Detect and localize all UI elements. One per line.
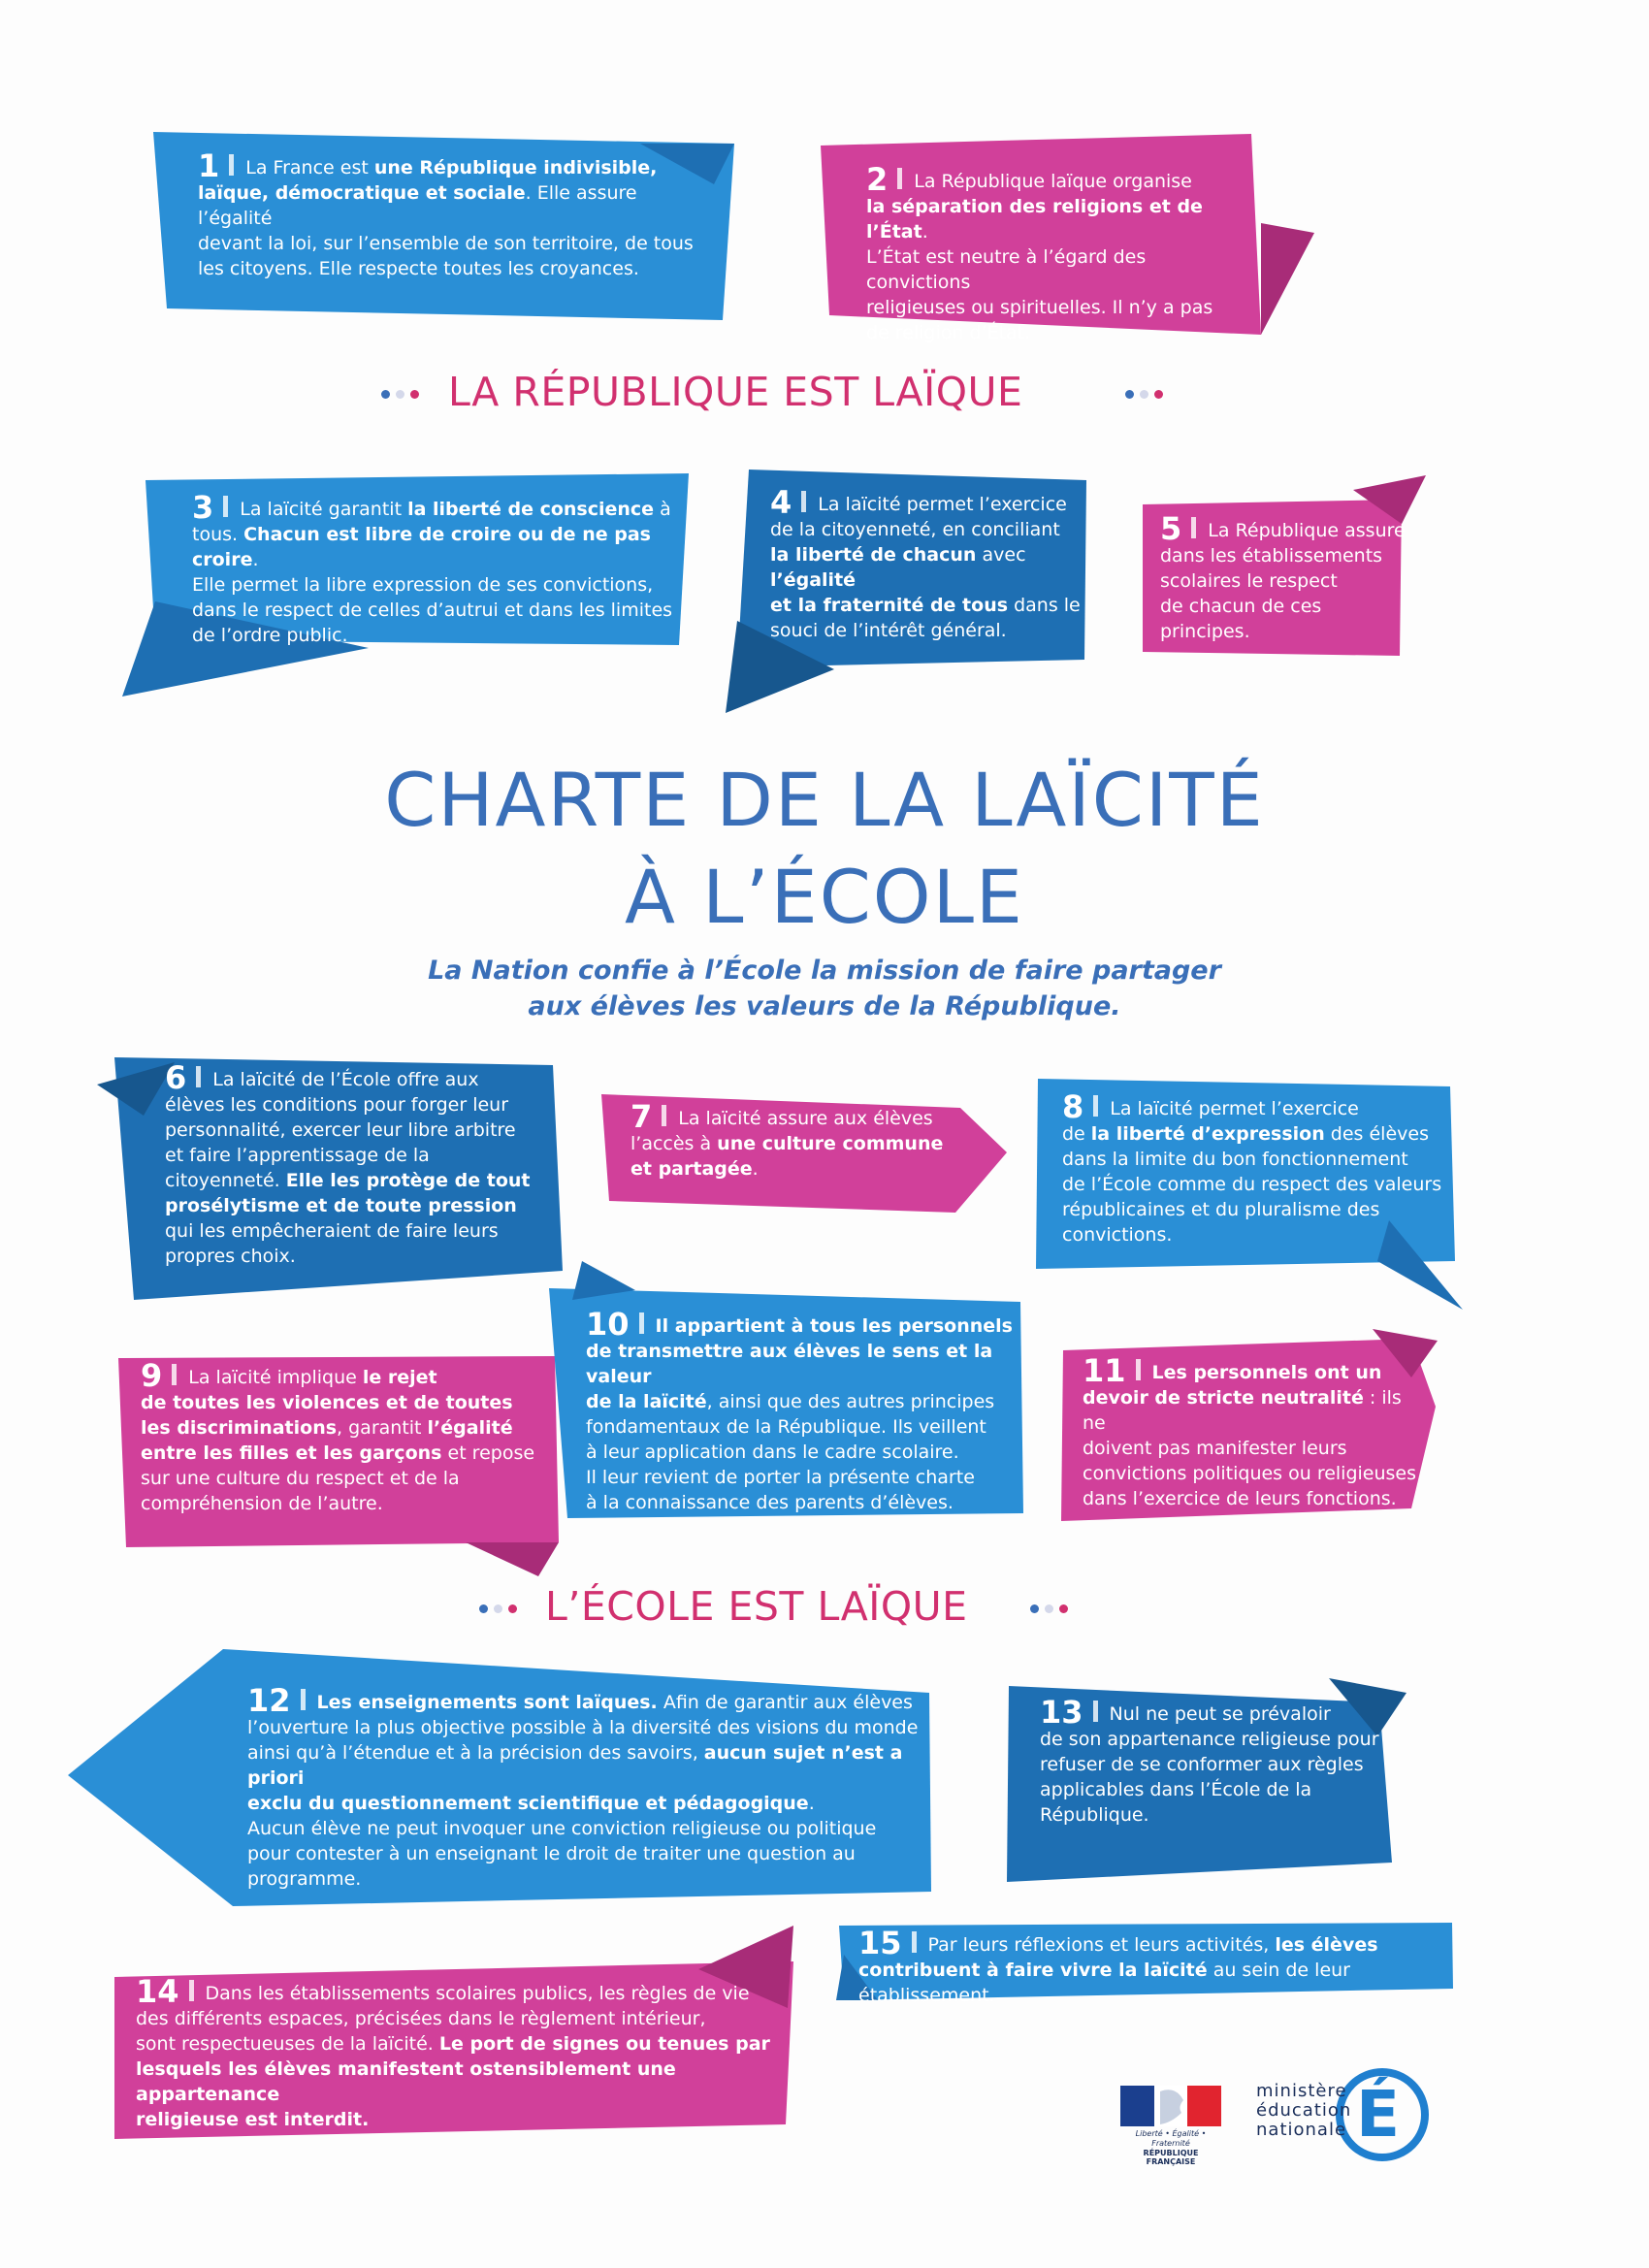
emphasis-text: prosélytisme et de toute pression (165, 1195, 517, 1216)
body-text: dans le (1008, 595, 1081, 616)
body-text: tous. (192, 524, 244, 545)
ribbon-9-fold (466, 1542, 559, 1576)
article-line (866, 244, 1254, 295)
article-line (247, 1715, 926, 1740)
body-text: pour contester à un enseignant le droit de traiter une question au (247, 1843, 856, 1864)
article-6 (165, 1059, 548, 1269)
emphasis-text: la liberté de conscience (407, 499, 655, 520)
section-dots-right (1125, 390, 1163, 399)
body-text: devant la loi, sur l’ensemble de son territoire, de tous (198, 233, 694, 254)
article-line (586, 1414, 1022, 1440)
emphasis-text: religieuse est interdit. (136, 2109, 370, 2130)
men-line1: ministère (1256, 2081, 1347, 2101)
article-line (141, 1357, 553, 1394)
body-text: les citoyens. Elle respecte toutes les croyances. (198, 258, 639, 279)
emphasis-text: l’égalité (427, 1417, 513, 1439)
article-line (1160, 594, 1407, 644)
article-line (630, 1098, 970, 1135)
body-text: , garantit (337, 1417, 428, 1439)
article-line (165, 1168, 548, 1193)
emphasis-text: Chacun est libre de croire ou de ne pas croire (192, 524, 651, 570)
article-9 (141, 1357, 553, 1516)
article-line (192, 598, 677, 623)
article-line (1083, 1486, 1417, 1511)
article-11 (1083, 1352, 1417, 1511)
body-text: République. (1040, 1804, 1149, 1826)
article-line (1040, 1752, 1379, 1777)
article-line (586, 1465, 1022, 1490)
article-13 (1040, 1694, 1379, 1828)
main-title-line1: CHARTE DE LA LAÏCITÉ (384, 757, 1265, 843)
article-number: 13 (1040, 1694, 1083, 1731)
body-text: La laïcité de l’École offre aux (212, 1069, 479, 1090)
emphasis-text: les élèves (1275, 1934, 1378, 1956)
article-line (858, 1925, 1450, 1961)
article-line (1160, 510, 1407, 547)
section-title-ecole: L’ÉCOLE EST LAÏQUE (545, 1583, 968, 1630)
article-line (1062, 1121, 1450, 1147)
article-line (630, 1131, 970, 1156)
article-line (1062, 1147, 1450, 1172)
number-separator (196, 1066, 201, 1087)
article-line (770, 542, 1081, 593)
article-line (1040, 1727, 1379, 1752)
body-text: . (808, 1793, 815, 1814)
article-line (136, 2006, 786, 2031)
article-line (198, 180, 702, 231)
article-number: 1 (198, 147, 220, 184)
body-text: scolaires le respect (1160, 570, 1338, 592)
article-number: 3 (192, 489, 214, 526)
subtitle-line2: aux élèves les valeurs de la République. (528, 991, 1121, 1021)
article-line (247, 1682, 926, 1719)
body-text: La France est (245, 157, 374, 178)
article-line (1062, 1197, 1450, 1222)
section-dots-left-2 (479, 1604, 517, 1613)
article-line (247, 1816, 926, 1841)
article-line (192, 572, 677, 598)
body-text: souci de l’intérêt général. (770, 620, 1007, 641)
article-15 (858, 1925, 1450, 2008)
article-line (586, 1389, 1022, 1414)
article-line (136, 2107, 786, 2132)
number-separator (662, 1105, 666, 1126)
body-text: propres choix. (165, 1246, 296, 1267)
article-7 (630, 1098, 970, 1182)
body-text: Aucun élève ne peut invoquer une conviction religieuse ou politique (247, 1818, 877, 1839)
emphasis-text: devoir de stricte neutralité (1083, 1387, 1364, 1409)
article-line (165, 1218, 548, 1244)
body-text: . (752, 1158, 759, 1180)
emphasis-text: exclu du questionnement scientifique et pédagogique (247, 1793, 809, 1814)
body-text: Il leur revient de porter la présente charte (586, 1467, 975, 1488)
body-text: Elle permet la libre expression de ses convictions, (192, 574, 654, 596)
emphasis-text: aucun sujet n’est a priori (247, 1742, 903, 1789)
emphasis-text: la liberté de chacun (770, 544, 977, 566)
article-line (136, 2057, 786, 2107)
article-4 (770, 484, 1081, 643)
body-text: . (252, 549, 259, 570)
rf-motto: Liberté • Égalité • Fraternité (1135, 2129, 1207, 2148)
body-text: L’État est neutre à l’égard des convictions (866, 246, 1147, 293)
body-text: Dans les établissements scolaires publics, les règles de vie (205, 1983, 750, 2004)
emphasis-text: et la fraternité de tous (770, 595, 1009, 616)
article-3 (192, 489, 677, 648)
emphasis-text: laïque, démocratique et sociale (198, 182, 526, 204)
article-8 (1062, 1088, 1450, 1247)
body-text: citoyenneté. (165, 1170, 286, 1191)
article-line (1083, 1436, 1417, 1461)
number-separator (301, 1689, 306, 1710)
body-text: La République laïque organise (914, 171, 1192, 192)
body-text: de chacun de ces principes. (1160, 596, 1322, 642)
article-12 (247, 1682, 926, 1892)
article-number: 2 (866, 161, 889, 198)
article-line (247, 1740, 926, 1791)
emphasis-text: entre les filles et les garçons (141, 1442, 442, 1464)
article-line (165, 1059, 548, 1096)
ministere-text (1256, 2082, 1351, 2140)
article-line (866, 295, 1254, 320)
article-line (1040, 1694, 1379, 1731)
article-line (198, 256, 702, 281)
article-number: 14 (136, 1973, 179, 2010)
article-line (1083, 1385, 1417, 1436)
article-line (1160, 568, 1407, 594)
body-text: La laïcité implique (188, 1367, 363, 1388)
emphasis-text: de transmettre aux élèves le sens et la valeur (586, 1341, 993, 1387)
body-text: l’ouverture la plus objective possible à la diversité des visions du monde (247, 1717, 919, 1738)
men-line3: nationale (1256, 2120, 1347, 2140)
body-text: à leur application dans le cadre scolaire. (586, 1442, 959, 1463)
article-line (630, 1156, 970, 1182)
article-line (1040, 1777, 1379, 1802)
article-line (586, 1490, 1022, 1515)
article-line (866, 161, 1254, 198)
article-line (1062, 1088, 1450, 1125)
article-line (192, 489, 677, 526)
section-dots-right-2 (1030, 1604, 1068, 1613)
body-text: La laïcité permet l’exercice (818, 494, 1067, 515)
article-line (247, 1791, 926, 1816)
body-text: de (1062, 1123, 1091, 1145)
body-text: : ils ne (1083, 1387, 1402, 1434)
article-line (1040, 1802, 1379, 1828)
article-line (586, 1440, 1022, 1465)
ribbon-2-fold (1261, 223, 1314, 335)
emphasis-text: une République indivisible, (373, 157, 658, 178)
body-text: fondamentaux de la République. Ils veillent (586, 1416, 986, 1438)
article-line (136, 1973, 786, 2010)
body-text: La laïcité garantit (240, 499, 408, 520)
body-text: applicables dans l’École de la (1040, 1779, 1312, 1800)
body-text: de l’École comme du respect des valeurs (1062, 1174, 1442, 1195)
body-text: des différents espaces, précisées dans le règlement intérieur, (136, 2008, 706, 2029)
article-line (136, 2031, 786, 2057)
body-text: convictions politiques ou religieuses (1083, 1463, 1417, 1484)
body-text: et faire l’apprentissage de la (165, 1145, 430, 1166)
men-line2: éducation (1256, 2100, 1352, 2121)
body-text: de la citoyenneté, en conciliant (770, 519, 1060, 540)
article-line (586, 1306, 1022, 1343)
body-text: Afin de garantir aux élèves (657, 1692, 913, 1713)
body-text: dans les établissements (1160, 545, 1383, 567)
body-text: républicaines et du pluralisme des (1062, 1199, 1380, 1220)
body-text: personnalité, exercer leur libre arbitre (165, 1119, 516, 1141)
body-text: Nul ne peut se prévaloir (1109, 1703, 1331, 1725)
article-line (165, 1092, 548, 1118)
article-line (165, 1118, 548, 1143)
body-text: dans l’exercice de leurs fonctions. (1083, 1488, 1397, 1509)
body-text: religieuses ou spirituelles. Il n’y a pas (866, 297, 1213, 318)
article-line (198, 231, 702, 256)
body-text: refuser de se conformer aux règles (1040, 1754, 1364, 1775)
article-line (858, 1958, 1450, 2008)
body-text: et repose (441, 1442, 535, 1464)
number-separator (1136, 1359, 1141, 1380)
body-text: dans le respect de celles d’autrui et dans les limites (192, 599, 673, 621)
emphasis-text: les discriminations (141, 1417, 338, 1439)
emphasis-text: de la laïcité (586, 1391, 707, 1412)
body-text: Par leurs réflexions et leurs activités, (927, 1934, 1276, 1956)
body-text: La laïcité assure aux élèves (678, 1108, 933, 1129)
number-separator (1093, 1095, 1098, 1117)
number-separator (801, 491, 806, 512)
body-text: compréhension de l’autre. (141, 1493, 383, 1514)
number-separator (897, 168, 902, 189)
section-title-republique: LA RÉPUBLIQUE EST LAÏQUE (448, 369, 1023, 415)
body-text: . Elle assure l’égalité (198, 182, 637, 229)
emphasis-text: Les personnels ont un (1151, 1362, 1382, 1383)
republique-francaise-logo (1117, 2129, 1224, 2166)
article-number: 15 (858, 1925, 902, 1961)
article-number: 9 (141, 1357, 163, 1394)
emphasis-text: Les enseignements sont laïques. (316, 1692, 658, 1713)
rf-name: RÉPUBLIQUE FRANÇAISE (1143, 2149, 1199, 2166)
article-line (1062, 1222, 1450, 1247)
section-dots-left (381, 390, 419, 399)
article-line (770, 517, 1081, 542)
emphasis-text: la liberté d’expression (1090, 1123, 1325, 1145)
article-line (141, 1415, 553, 1441)
article-number: 7 (630, 1098, 653, 1135)
emphasis-text: Il appartient à tous les personnels (655, 1315, 1013, 1337)
number-separator (1093, 1701, 1098, 1722)
main-title-line2: À L’ÉCOLE (625, 854, 1024, 940)
body-text: de son appartenance religieuse pour (1040, 1729, 1379, 1750)
article-line (141, 1466, 553, 1491)
article-line (165, 1244, 548, 1269)
article-line (1083, 1461, 1417, 1486)
article-1 (198, 147, 702, 281)
body-text: ainsi qu’à l’étendue et à la précision des savoirs, (247, 1742, 704, 1764)
number-separator (223, 496, 228, 517)
body-text: avec (976, 544, 1026, 566)
article-5 (1160, 510, 1407, 644)
body-text: des élèves (1324, 1123, 1429, 1145)
body-text: au sein de leur établissement. (858, 1960, 1350, 2006)
ministere-e-letter: É (1356, 2077, 1401, 2152)
number-separator (639, 1312, 644, 1334)
body-text: de religion d’État. (866, 322, 1031, 343)
subtitle-line1: La Nation confie à l’École la mission de faire partager (428, 956, 1221, 986)
number-separator (912, 1931, 917, 1953)
emphasis-text: une culture commune (717, 1133, 944, 1154)
body-text: à la connaissance des parents d’élèves. (586, 1492, 954, 1513)
article-number: 8 (1062, 1088, 1084, 1125)
article-line (165, 1143, 548, 1168)
body-text: doivent pas manifester leurs (1083, 1438, 1347, 1459)
body-text: sur une culture du respect et de la (141, 1468, 460, 1489)
article-number: 5 (1160, 510, 1182, 547)
emphasis-text: lesquels les élèves manifestent ostensiblement une appartenance (136, 2058, 676, 2105)
body-text: élèves les conditions pour forger leur (165, 1094, 509, 1116)
emphasis-text: la séparation des religions et de l’État (866, 196, 1203, 243)
article-line (770, 484, 1081, 521)
article-line (770, 593, 1081, 618)
article-line (192, 522, 677, 572)
article-line (1083, 1352, 1417, 1389)
article-line (866, 320, 1254, 345)
body-text: de l’ordre public. (192, 625, 348, 646)
article-line (165, 1193, 548, 1218)
number-separator (172, 1364, 177, 1385)
emphasis-text: Le port de signes ou tenues par (438, 2033, 770, 2055)
number-separator (229, 154, 234, 176)
article-2 (866, 161, 1254, 345)
body-text: convictions. (1062, 1224, 1173, 1246)
emphasis-text: l’égalité (770, 569, 857, 591)
body-text: sont respectueuses de la laïcité. (136, 2033, 439, 2055)
number-separator (1191, 517, 1196, 538)
article-line (1062, 1172, 1450, 1197)
article-number: 11 (1083, 1352, 1126, 1389)
article-line (192, 623, 677, 648)
article-line (198, 147, 702, 184)
article-line (586, 1339, 1022, 1389)
body-text: . (922, 221, 928, 243)
emphasis-text: et partagée (630, 1158, 753, 1180)
body-text: à (654, 499, 671, 520)
article-line (866, 194, 1254, 244)
article-line (141, 1491, 553, 1516)
article-number: 4 (770, 484, 792, 521)
article-line (247, 1841, 926, 1866)
emphasis-text: Elle les protège de tout (285, 1170, 531, 1191)
body-text: l’accès à (630, 1133, 718, 1154)
marianne-logo (1120, 2086, 1221, 2126)
subtitle (0, 953, 1649, 1024)
body-text: La République assure (1208, 520, 1406, 541)
emphasis-text: le rejet (362, 1367, 437, 1388)
article-line (141, 1441, 553, 1466)
body-text: , ainsi que des autres principes (706, 1391, 995, 1412)
body-text: La laïcité permet l’exercice (1110, 1098, 1359, 1119)
article-number: 12 (247, 1682, 291, 1719)
article-line (1160, 543, 1407, 568)
article-line (247, 1866, 926, 1892)
article-line (770, 618, 1081, 643)
article-number: 10 (586, 1306, 630, 1343)
article-14 (136, 1973, 786, 2132)
article-line (141, 1390, 553, 1415)
emphasis-text: de toutes les violences et de toutes (141, 1392, 513, 1413)
body-text: programme. (247, 1868, 362, 1890)
article-10 (586, 1306, 1022, 1515)
number-separator (189, 1980, 194, 2001)
body-text: dans la limite du bon fonctionnement (1062, 1149, 1408, 1170)
emphasis-text: contribuent à faire vivre la laïcité (858, 1960, 1208, 1981)
article-number: 6 (165, 1059, 187, 1096)
body-text: qui les empêcheraient de faire leurs (165, 1220, 499, 1242)
